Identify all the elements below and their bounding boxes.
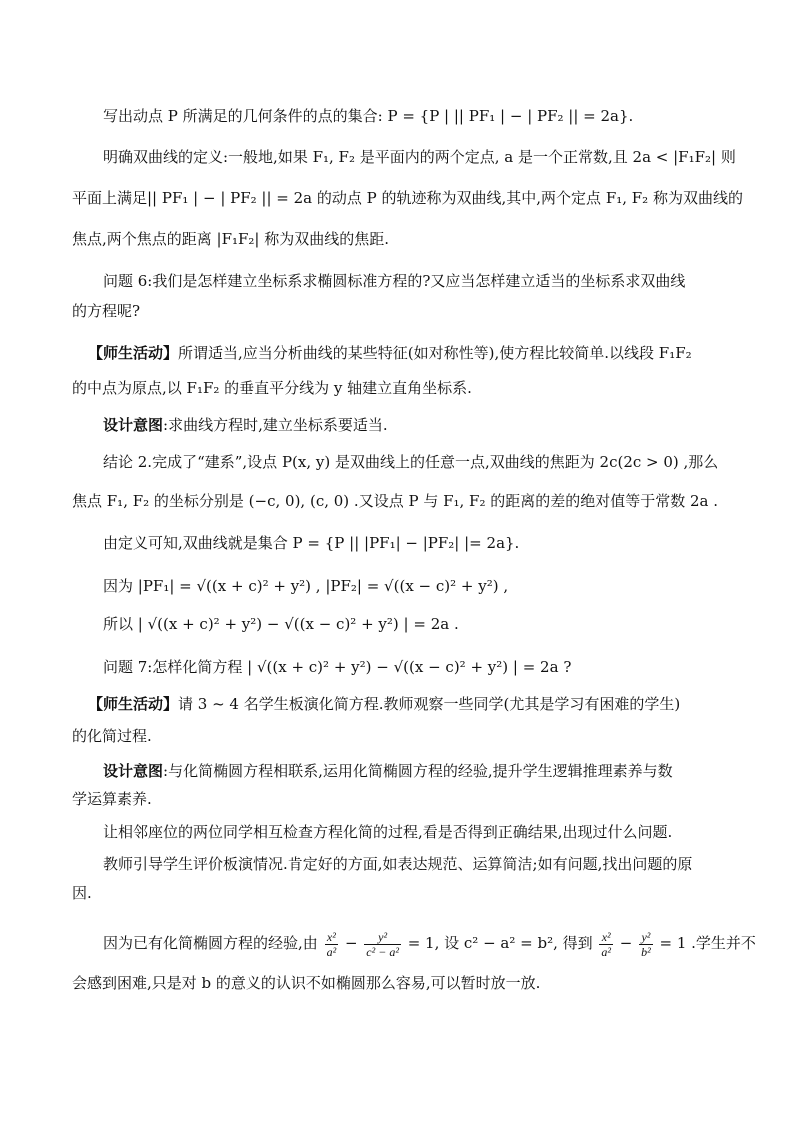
activity-2-line1 bbox=[88, 694, 722, 714]
text: − bbox=[619, 934, 638, 952]
text: 所谓适当,应当分析曲线的某些特征(如对称性等),使方程比较简单.以线段 F₁F₂ bbox=[178, 344, 692, 362]
text: 写出动点 P 所满足的几何条件的点的集合: P = {P | || PF₁ | − | PF₂ || = 2a}. bbox=[103, 107, 634, 125]
activity-1-line2 bbox=[72, 378, 722, 398]
text: 平面上满足|| PF₁ | − | PF₂ || = 2a 的动点 P 的轨迹称为双曲线,其中,两个定点 F₁, F₂ 称为双曲线的 bbox=[72, 189, 743, 207]
activity-tag: 【师生活动】 bbox=[88, 695, 179, 713]
text: 的中点为原点,以 F₁F₂ 的垂直平分线为 y 轴建立直角坐标系. bbox=[72, 379, 472, 397]
text: :求曲线方程时,建立坐标系要适当. bbox=[163, 416, 388, 434]
text: = 1 .学生并不 bbox=[659, 934, 756, 952]
text: 因为已有化简椭圆方程的经验,由 bbox=[103, 934, 318, 952]
text: 问题 7:怎样化简方程 | √((x + c)² + y²) − √((x − c)² + y²) | = 2a ? bbox=[103, 658, 572, 676]
text: = 1, 设 c² − a² = b², 得到 bbox=[407, 934, 598, 952]
teacher-guide-line2 bbox=[72, 883, 722, 903]
paragraph-hyperbola-definition-line1 bbox=[103, 147, 736, 167]
question-6-line2 bbox=[72, 301, 722, 321]
design-intent-1 bbox=[103, 415, 722, 435]
conclusion-2-line2 bbox=[72, 491, 722, 511]
text: 会感到困难,只是对 b 的意义的认识不如椭圆那么容易,可以暂时放一放. bbox=[72, 974, 541, 992]
activity-tag: 【师生活动】 bbox=[88, 344, 179, 362]
text: 的方程呢? bbox=[72, 302, 141, 320]
fraction-x2-over-a2 bbox=[325, 930, 339, 959]
denominator: a² bbox=[326, 944, 337, 959]
experience-line1 bbox=[103, 926, 756, 960]
numerator: x² bbox=[599, 930, 613, 945]
denominator: c² − a² bbox=[366, 944, 399, 959]
text: 焦点,两个焦点的距离 |F₁F₂| 称为双曲线的焦距. bbox=[72, 230, 390, 248]
definition-set bbox=[103, 533, 722, 553]
text: 的化简过程. bbox=[72, 727, 152, 745]
so-line bbox=[103, 614, 722, 634]
text: 焦点 F₁, F₂ 的坐标分别是 (−c, 0), (c, 0) .又设点 P 与 F₁, F₂ 的距离的差的绝对值等于常数 2a . bbox=[72, 492, 719, 510]
paragraph-hyperbola-definition-line3 bbox=[72, 229, 722, 249]
fraction-x2-over-a2-2 bbox=[599, 930, 613, 959]
design-intent-2-line1 bbox=[103, 761, 722, 781]
paragraph-set-condition bbox=[103, 106, 722, 126]
intent-tag: 设计意图 bbox=[103, 416, 164, 434]
conclusion-2-line1 bbox=[103, 452, 722, 472]
fraction-y2-over-c2-minus-a2 bbox=[364, 930, 401, 959]
text: 因. bbox=[72, 884, 92, 902]
fraction-y2-over-b2 bbox=[639, 930, 653, 959]
question-7 bbox=[103, 657, 722, 677]
activity-1-line1 bbox=[88, 343, 722, 363]
text: 让相邻座位的两位同学相互检查方程化简的过程,看是否得到正确结果,出现过什么问题. bbox=[103, 823, 673, 841]
text: 结论 2.完成了“建系”,设点 P(x, y) 是双曲线上的任意一点,双曲线的焦距为 2c(2c > 0) ,那么 bbox=[103, 453, 719, 471]
text: 学运算素养. bbox=[72, 790, 152, 808]
paragraph-hyperbola-definition-line2 bbox=[72, 188, 743, 208]
experience-line2 bbox=[72, 973, 722, 993]
question-6-line1 bbox=[103, 271, 722, 291]
numerator: y² bbox=[364, 930, 401, 945]
activity-2-line2 bbox=[72, 726, 722, 746]
because-line bbox=[103, 576, 722, 596]
numerator: y² bbox=[639, 930, 653, 945]
text: 明确双曲线的定义:一般地,如果 F₁, F₂ 是平面内的两个定点, a 是一个正常数,且 2a < |F₁F₂| 则 bbox=[103, 148, 736, 166]
text: 教师引导学生评价板演情况.肯定好的方面,如表达规范、运算简洁;如有问题,找出问题的原 bbox=[103, 855, 693, 873]
teacher-guide-line1 bbox=[103, 854, 722, 874]
text: − bbox=[344, 934, 363, 952]
text: :与化简椭圆方程相联系,运用化简椭圆方程的经验,提升学生逻辑推理素养与数 bbox=[163, 762, 673, 780]
intent-tag: 设计意图 bbox=[103, 762, 164, 780]
text: 由定义可知,双曲线就是集合 P = {P || |PF₁| − |PF₂| |= 2a}. bbox=[103, 534, 520, 552]
denominator: a² bbox=[601, 944, 611, 959]
text: 因为 |PF₁| = √((x + c)² + y²) , |PF₂| = √((x − c)² + y²) , bbox=[103, 577, 509, 595]
text: 请 3 ~ 4 名学生板演化简方程.教师观察一些同学(尤其是学习有困难的学生) bbox=[178, 695, 681, 713]
numerator: x² bbox=[325, 930, 339, 945]
peer-check bbox=[103, 822, 722, 842]
text: 所以 | √((x + c)² + y²) − √((x − c)² + y²) | = 2a . bbox=[103, 615, 459, 633]
design-intent-2-line2 bbox=[72, 789, 722, 809]
denominator: b² bbox=[641, 944, 651, 959]
text: 问题 6:我们是怎样建立坐标系求椭圆标准方程的?又应当怎样建立适当的坐标系求双曲线 bbox=[103, 272, 686, 290]
